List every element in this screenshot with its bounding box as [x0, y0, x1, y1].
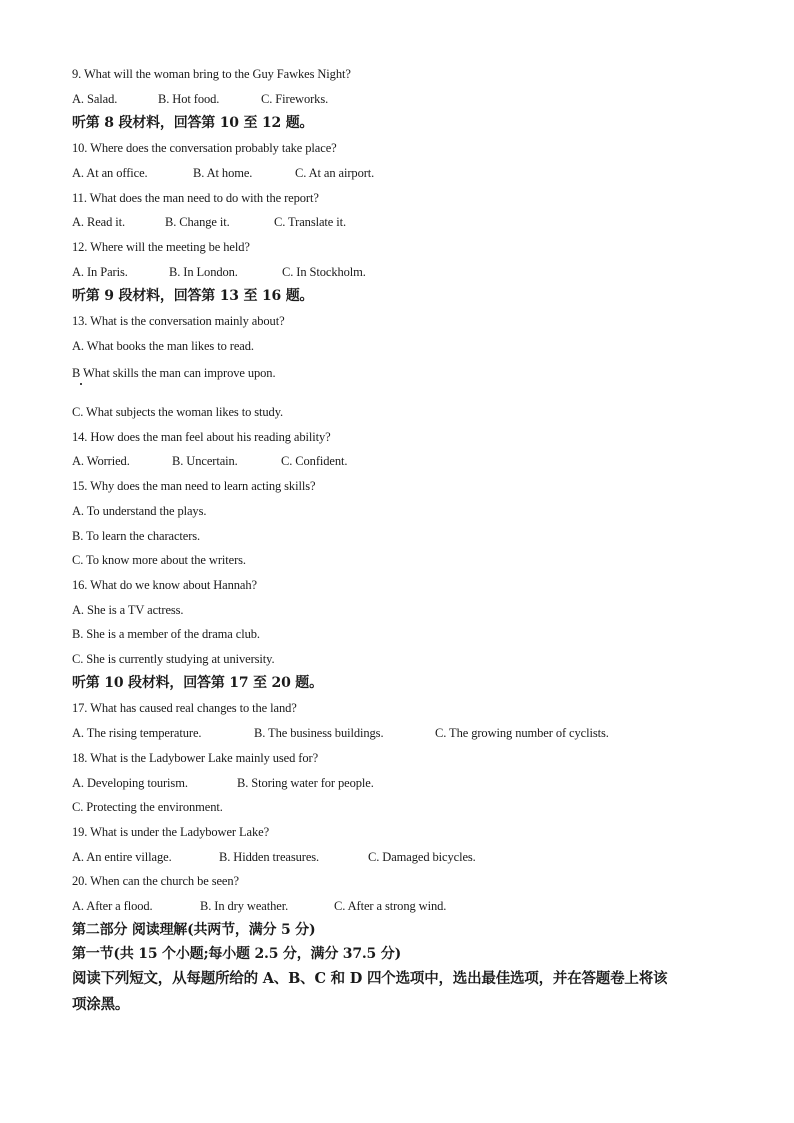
option-a: A. Read it. — [72, 215, 126, 229]
question-14: 14. How does the man feel about his reading ability? — [72, 430, 331, 444]
option-b: B. Hidden treasures. — [219, 850, 320, 864]
option-13b: B What skills the man can improve upon. — [72, 366, 276, 380]
option-15b: B. To learn the characters. — [72, 529, 201, 543]
option-c: C. Translate it. — [274, 215, 347, 229]
option-b: B. Uncertain. — [172, 454, 238, 468]
option-b: B. At home. — [193, 166, 253, 180]
section-heading-9: 听第 9 段材料，回答第 13 至 16 题。 — [72, 288, 314, 304]
question-11: 11. What does the man need to do with the report? — [72, 191, 319, 205]
option-b: B. Storing water for people. — [237, 776, 374, 790]
option-c: C. In Stockholm. — [282, 265, 366, 279]
option-a: A. An entire village. — [72, 850, 172, 864]
instruction-line-1: 阅读下列短文，从每题所给的 A、B、C 和 D 四个选项中，选出最佳选项，并在答题卷上将该 — [72, 970, 668, 987]
option-c: C. The growing number of cyclists. — [435, 726, 609, 740]
option-a: A. The rising temperature. — [72, 726, 202, 740]
stray-dot — [80, 383, 82, 385]
question-19: 19. What is under the Ladybower Lake? — [72, 825, 270, 839]
option-a: A. At an office. — [72, 166, 148, 180]
question-18: 18. What is the Ladybower Lake mainly used for? — [72, 751, 319, 765]
question-13: 13. What is the conversation mainly about? — [72, 314, 285, 328]
option-16c: C. She is currently studying at university. — [72, 652, 275, 666]
option-16b: B. She is a member of the drama club. — [72, 627, 260, 641]
option-a: A. In Paris. — [72, 265, 128, 279]
section-one-heading: 第一节(共 15 个小题;每小题 2.5 分，满分 37.5 分) — [72, 946, 401, 962]
section-heading-10: 听第 10 段材料，回答第 17 至 20 题。 — [72, 675, 323, 691]
part-two-heading: 第二部分 阅读理解(共两节，满分 5 分) — [72, 922, 316, 938]
option-c: C. After a strong wind. — [334, 899, 447, 913]
option-16a: A. She is a TV actress. — [72, 603, 184, 617]
option-13a: A. What books the man likes to read. — [72, 339, 254, 353]
option-18c: C. Protecting the environment. — [72, 800, 223, 814]
option-b: B. The business buildings. — [254, 726, 384, 740]
option-c: C. Fireworks. — [261, 92, 329, 106]
question-16: 16. What do we know about Hannah? — [72, 578, 257, 592]
instruction-line-2: 项涂黑。 — [72, 996, 130, 1013]
option-13c: C. What subjects the woman likes to study. — [72, 405, 284, 419]
question-15: 15. Why does the man need to learn acting skills? — [72, 479, 316, 493]
question-17: 17. What has caused real changes to the land? — [72, 701, 297, 715]
question-9: 9. What will the woman bring to the Guy Fawkes Night? — [72, 67, 351, 81]
option-a: A. After a flood. — [72, 899, 153, 913]
question-20: 20. When can the church be seen? — [72, 874, 239, 888]
option-15a: A. To understand the plays. — [72, 504, 207, 518]
option-c: C. At an airport. — [295, 166, 375, 180]
option-b: B. Change it. — [165, 215, 230, 229]
option-a: A. Developing tourism. — [72, 776, 188, 790]
option-b: B. In London. — [169, 265, 238, 279]
option-15c: C. To know more about the writers. — [72, 553, 246, 567]
option-c: C. Confident. — [281, 454, 348, 468]
option-a: A. Salad. — [72, 92, 118, 106]
question-12: 12. Where will the meeting be held? — [72, 240, 250, 254]
option-b: B. In dry weather. — [200, 899, 289, 913]
section-heading-8: 听第 8 段材料，回答第 10 至 12 题。 — [72, 115, 314, 131]
option-b: B. Hot food. — [158, 92, 220, 106]
question-10: 10. Where does the conversation probably take place? — [72, 141, 337, 155]
option-a: A. Worried. — [72, 454, 130, 468]
option-c: C. Damaged bicycles. — [368, 850, 476, 864]
